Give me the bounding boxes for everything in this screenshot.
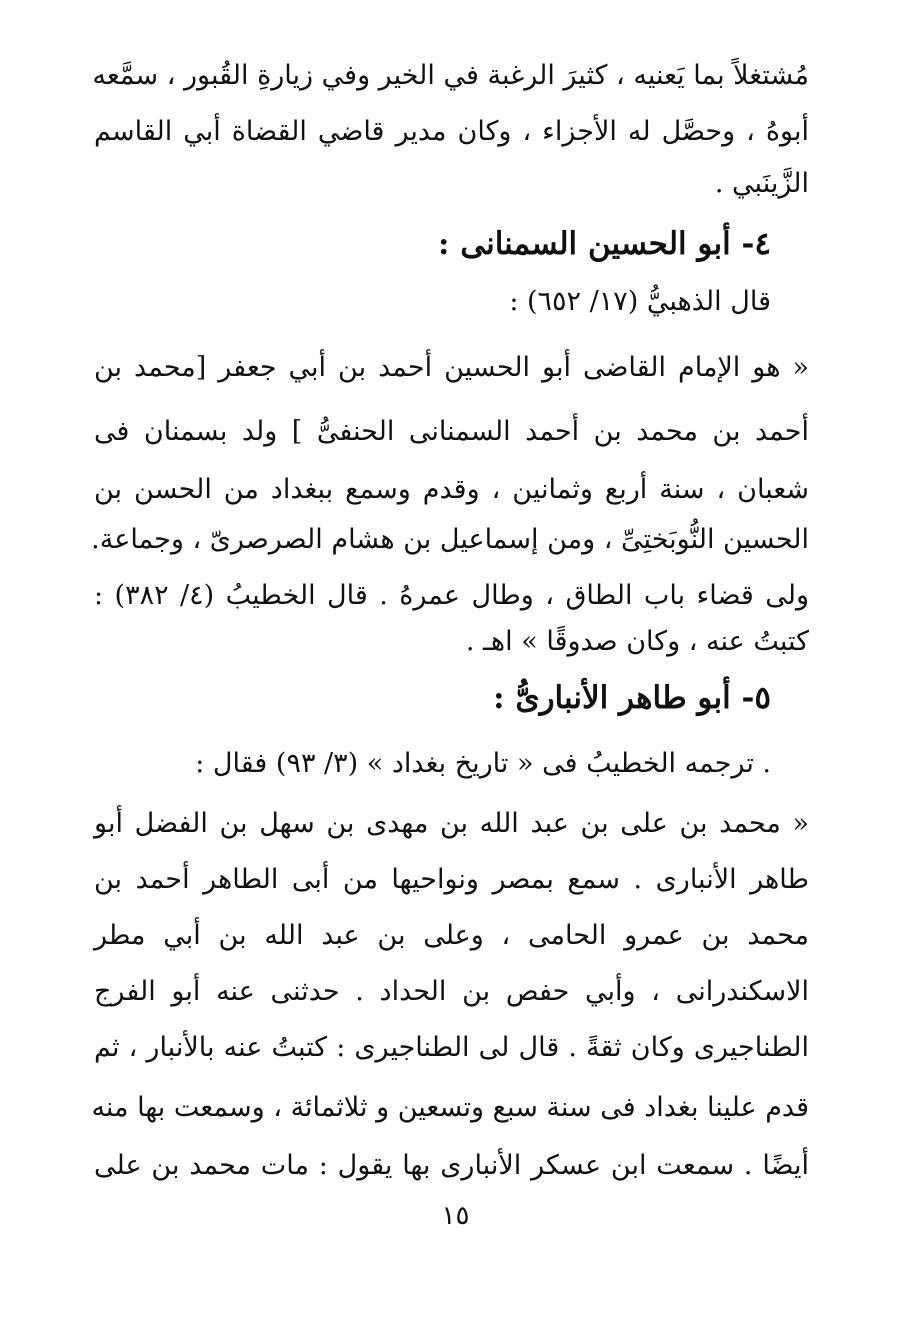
section-4-quote-line: ولى قضاء باب الطاق ، وطال عمرهُ . قال الخطيبُ (٤/ ٣٨٢) : xyxy=(94,580,809,611)
section-4-quote-line: شعبان ، سنة أربع وثمانين ، وقدم وسمع ببغداد من الحسن بن xyxy=(94,474,809,505)
section-5-quote-line: أيضًا . سمعت ابن عسكر الأنبارى بها يقول : مات محمد بن على xyxy=(94,1150,809,1181)
section-4-quote-line: كتبتُ عنه ، وكان صدوقًا » اهـ . xyxy=(465,626,809,657)
section-4-quote-line: « هو الإمام القاضى أبو الحسين أحمد بن أبي جعفر [محمد بن xyxy=(94,352,809,383)
section-5-source: . ترجمه الخطيبُ فى « تاريخ بغداد » (٣/ ٩٣) فقال : xyxy=(195,748,771,779)
section-5-quote-line: قدم علينا بغداد فى سنة سبع وتسعين و ثلاثمائة ، وسمعت بها منه xyxy=(91,1092,809,1123)
section-5-quote-line: « محمد بن على بن عبد الله بن مهدى بن سهل بن الفضل أبو xyxy=(94,808,809,839)
section-4-source: قال الذهبيُّ (١٧/ ٦٥٢) : xyxy=(509,286,771,317)
section-5-heading: ٥- أبو طاهر الأنبارىُّ : xyxy=(493,680,771,716)
section-5-quote-line: طاهر الأنبارى . سمع بمصر ونواحيها من أبى الطاهر أحمد بن xyxy=(94,864,809,895)
section-4-heading: ٤- أبو الحسين السمنانى : xyxy=(438,226,771,262)
section-5-quote-line: محمد بن عمرو الحامى ، وعلى بن عبد الله بن أبي مطر xyxy=(94,920,809,951)
section-4-quote-line: أحمد بن محمد بن أحمد السمنانى الحنفىُّ ] ولد بسمنان فى xyxy=(94,416,809,447)
intro-line-3: الزَّينَبي . xyxy=(714,168,809,199)
section-5-quote-line: الطناجيرى وكان ثقةً . قال لى الطناجيرى : كتبتُ عنه بالأنبار ، ثم xyxy=(94,1032,809,1063)
section-4-quote-line: الحسين النُّوبَختِىِّ ، ومن إسماعيل بن هشام الصرصرىّ ، وجماعة. xyxy=(91,524,809,555)
intro-line-1: مُشتغلاً بما يَعنيه ، كثيرَ الرغبة في الخير وفي زيارةِ القُبور ، سمَّعه xyxy=(92,60,809,91)
section-5-quote-line: الاسكندرانى ، وأبي حفص بن الحداد . حدثنى عنه أبو الفرج xyxy=(94,976,810,1007)
page-number: ١٥ xyxy=(441,1201,470,1231)
intro-line-2: أبوهُ ، وحصَّل له الأجزاء ، وكان مدير قاضي القضاة أبي القاسم xyxy=(94,116,809,147)
